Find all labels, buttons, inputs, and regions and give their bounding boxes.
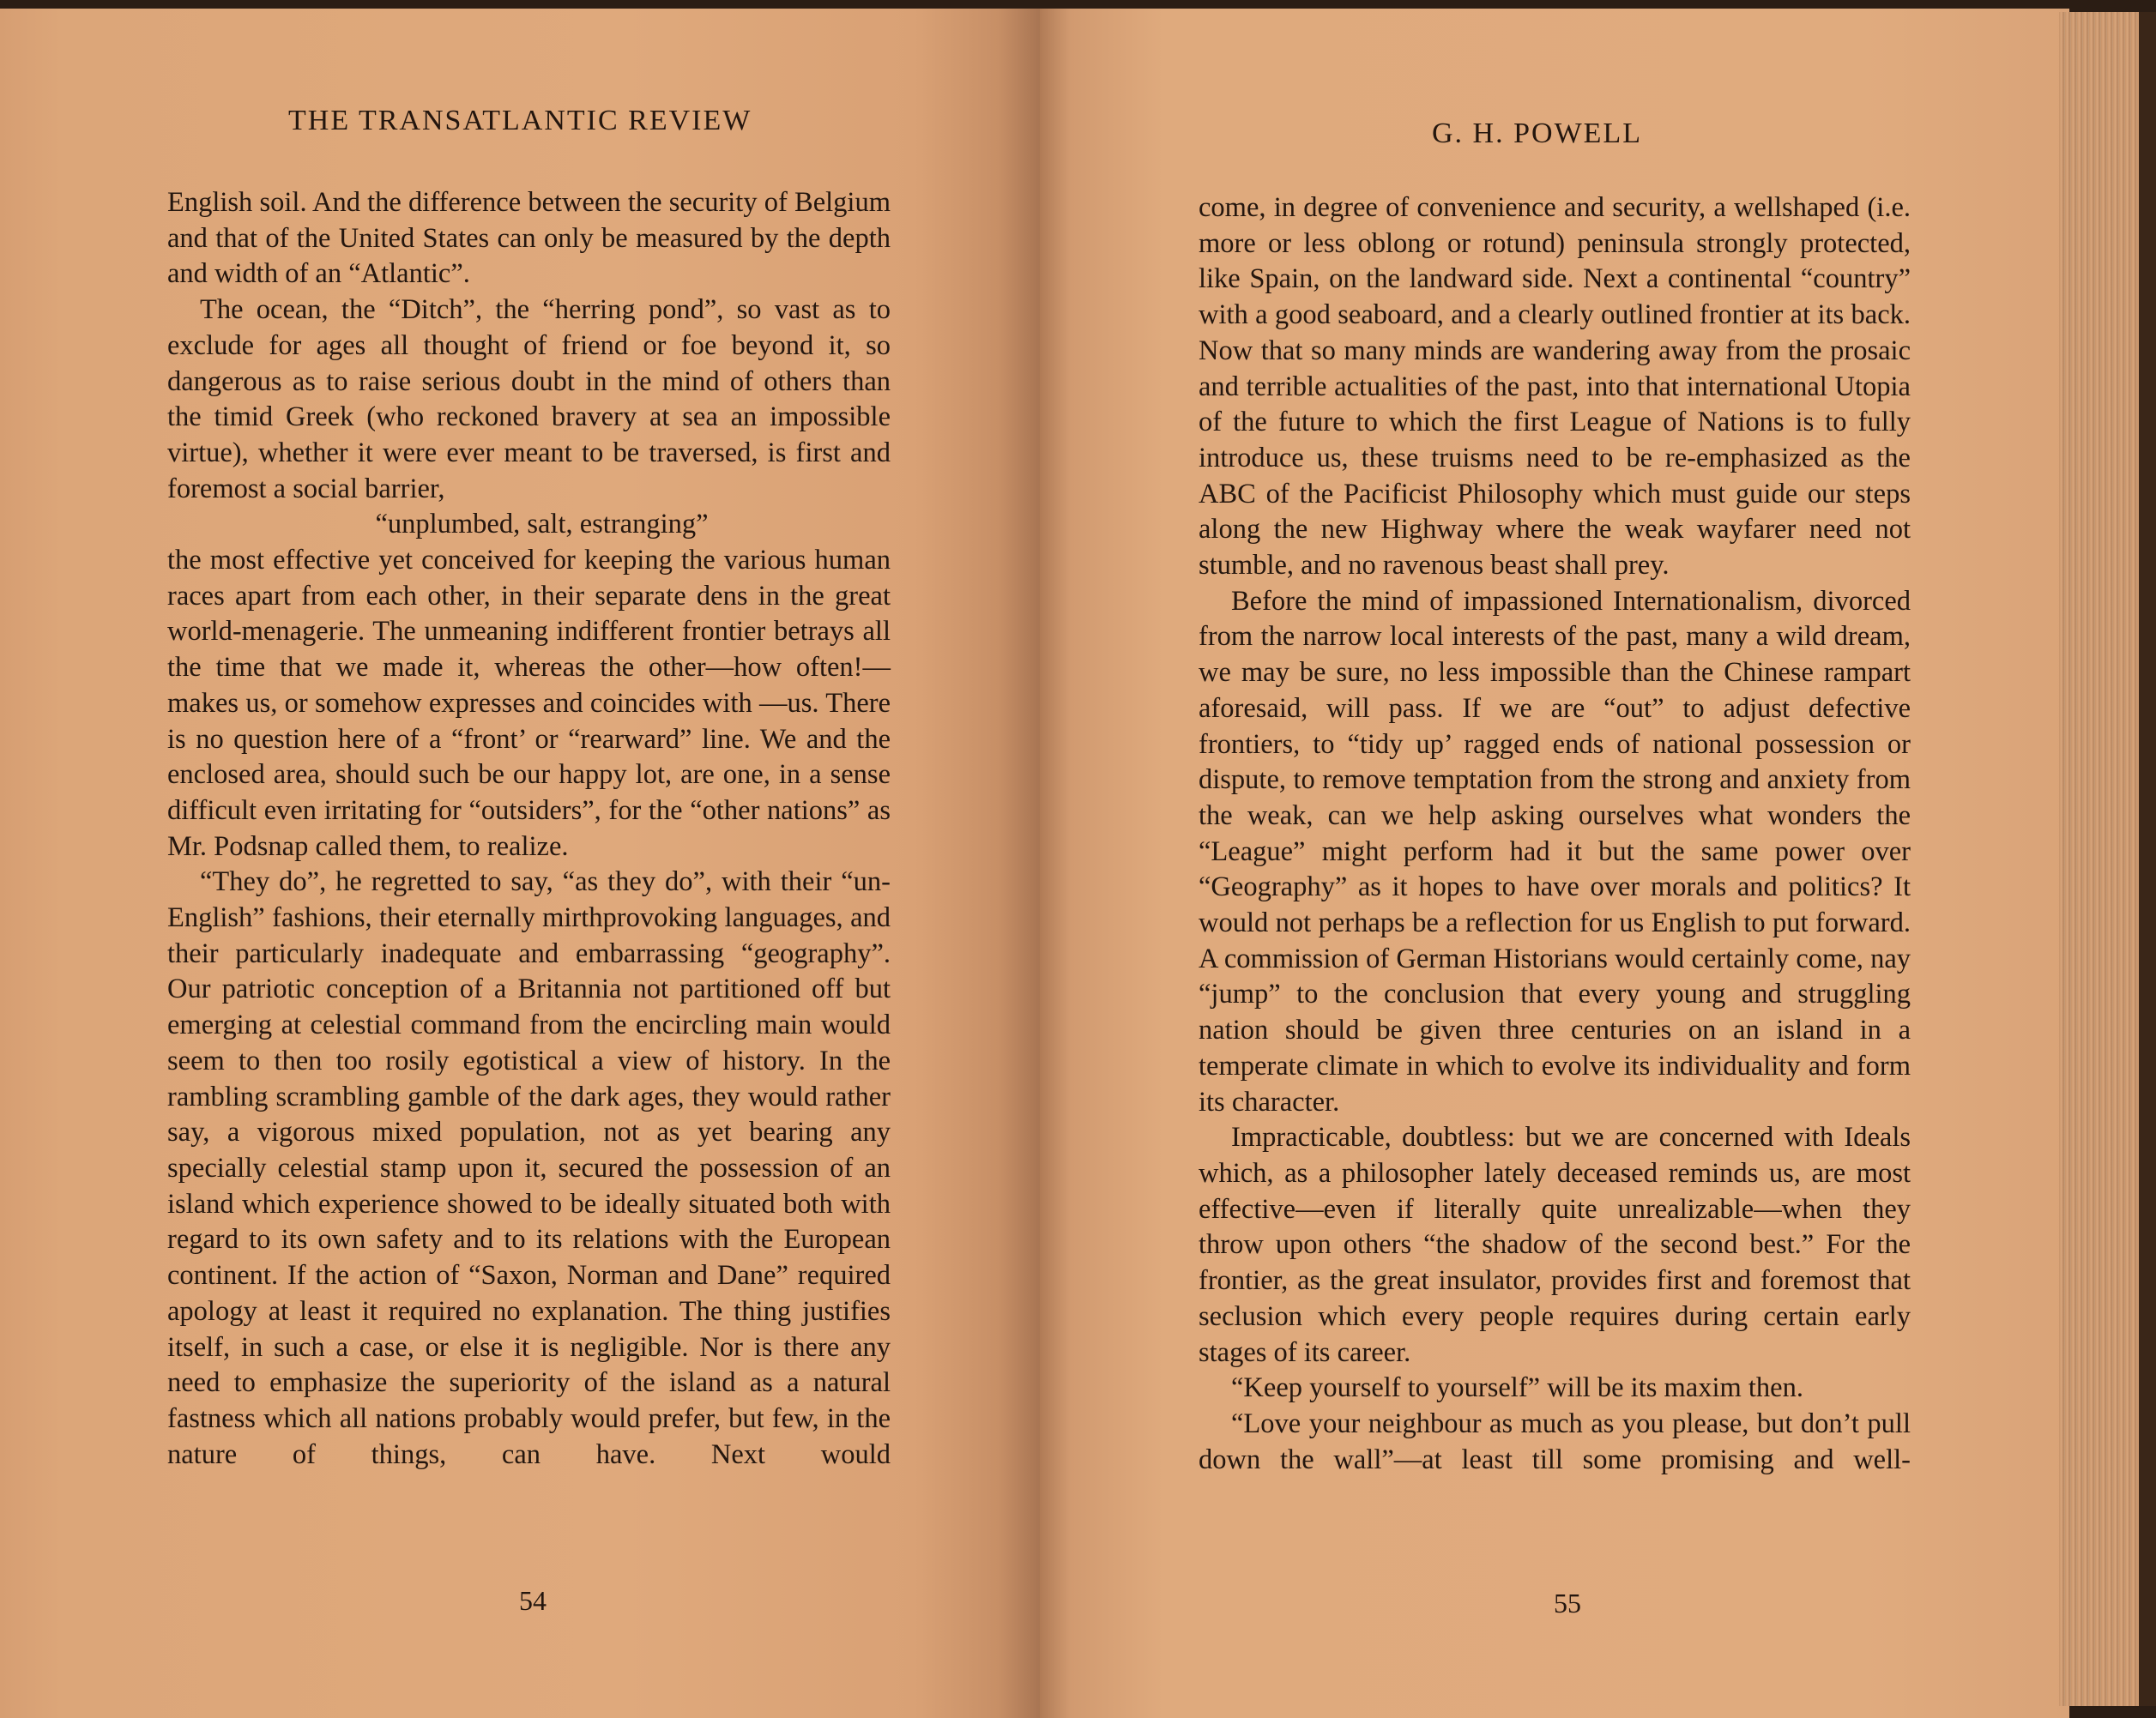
- running-head-left: THE TRANSATLANTIC REVIEW: [288, 105, 752, 136]
- right-page-text: [1199, 190, 1911, 1478]
- running-head-right: G. H. POWELL: [1432, 118, 1642, 149]
- left-page: [0, 9, 1040, 1718]
- page-edges: [2059, 12, 2156, 1706]
- left-page-text: [167, 185, 891, 1473]
- paragraph: the most effective yet conceived for keeping the various human races apart from each other, in their separate dens in the great world-menagerie. The unmeaning indifferent frontier betrays all the time that we made it, whereas the other—how often!—makes us, or somehow expresses and coincides with —us. There is no question here of a “front’ or “rearward” line. We and the enclosed area, should such be our happy lot, are one, in a sense difficult even irritating for “outsiders”, for the “other nations” as Mr. Podsnap called them, to realize.: [167, 545, 891, 862]
- paragraph: “Keep yourself to yourself” will be its maxim then.: [1231, 1372, 1803, 1404]
- paragraph: come, in degree of convenience and security, a wellshaped (i.e. more or less oblong or rotund) peninsula strongly protected, like Spain, on the landward side. Next a continental “country” with a good seaboard, and a clearly outlined frontier at its back. Now that so many minds are wandering away from the prosaic and terrible actualities of the past, into that international Utopia of the future to which the first League of Nations is to fully introduce us, these truisms need to be re-emphasized as the ABC of the Pacificist Philosophy which must guide our steps along the new Highway where the weak wayfarer need not stumble, and no ravenous beast shall prey.: [1199, 192, 1911, 582]
- page-number-right: 55: [1554, 1588, 1581, 1619]
- right-page: [1040, 9, 2069, 1718]
- paragraph: “They do”, he regretted to say, “as they do”, with their “un-English” fashions, their eternally mirthprovoking languages, and their particularly inadequate and embarrassing “geography”. Our patriotic conception of a Britannia not partitioned off but emerging at celestial command from the encircling main would seem to then too rosily egotistical a view of history. In the rambling scrambling gamble of the dark ages, they would rather say, a vigorous mixed population, not as yet bearing any specially celestial stamp upon it, secured the possession of an island which experience showed to be ideally situated both with regard to its own safety and to its relations with the European continent. If the action of “Saxon, Norman and Dane” required apology at least it required no explanation. The thing justifies itself, in such a case, or else it is negligible. Nor is there any need to emphasize the superiority of the island as a natural fastness which all nations probably would prefer, but few, in the nature of things, can have. Next would: [167, 866, 891, 1470]
- paragraph: Impracticable, doubtless: but we are concerned with Ideals which, as a philosopher lately deceased reminds us, are most effective—even if literally quite unrealizable—when they throw upon others “the shadow of the second best.” For the frontier, as the great insulator, provides first and foremost that seclusion which every people requires during certain early stages of its career.: [1199, 1122, 1911, 1368]
- paragraph: The ocean, the “Ditch”, the “herring pond”, so vast as to exclude for ages all thought of friend or foe beyond it, so dangerous as to raise serious doubt in the mind of others than the timid Greek (who reckoned bravery at sea an impossible virtue), whether it were ever meant to be traversed, is first and foremost a social barrier,: [167, 294, 891, 504]
- paragraph: English soil. And the difference between the security of Belgium and that of the United States can only be measured by the depth and width of an “Atlantic”.: [167, 187, 891, 290]
- paragraph: “Love your neighbour as much as you please, but don’t pull down the wall”—at least till some promising and well-: [1199, 1408, 1911, 1475]
- paragraph: Before the mind of impassioned Internationalism, divorced from the narrow local interests of the past, many a wild dream, we may be sure, no less impossible than the Chinese rampart aforesaid, will pass. If we are “out” to adjust defective frontiers, to “tidy up’ ragged ends of national possession or dispute, to remove temptation from the strong and anxiety from the weak, can we help asking ourselves what wonders the “League” might perform had it but the same power over “Geography” as it hopes to have over morals and politics? It would not perhaps be a reflection for us English to put forward. A commission of German Historians would certainly come, nay “jump” to the conclusion that every young and struggling nation should be given three centuries on an island in a temperate climate in which to evolve its individuality and form its character.: [1199, 585, 1911, 1118]
- block-quote: “unplumbed, salt, estranging”: [375, 509, 709, 540]
- page-number-left: 54: [519, 1585, 547, 1616]
